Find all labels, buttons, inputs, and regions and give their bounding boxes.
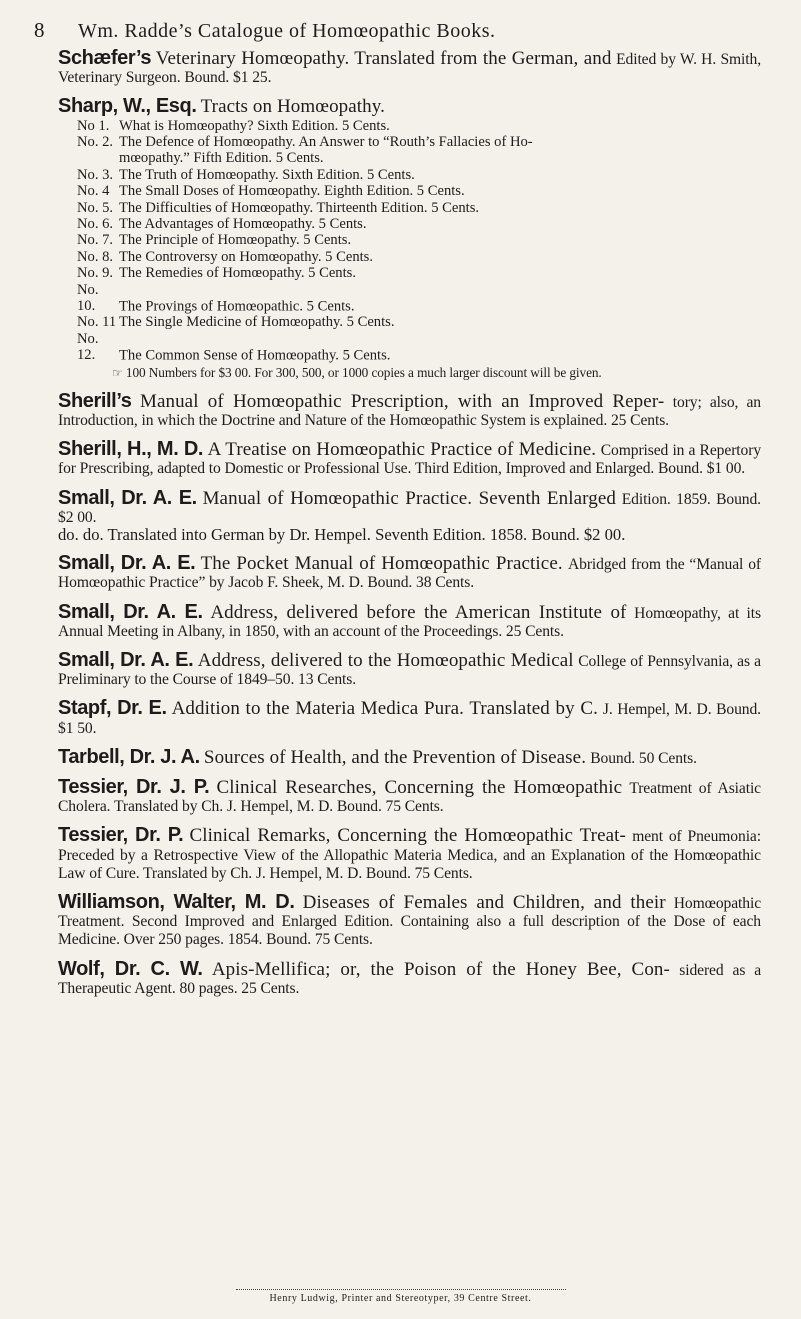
tract-text: The Difficulties of Homœopathy. Thirteenth Edition. 5 Cents. [119,199,480,216]
entry-detail: Edited by W. H. Smith, Veterinary Surgeon. Bound. $1 25. [58,51,762,87]
tract-number: No. 11 [77,314,117,331]
entry-author: Small, Dr. A. E. [58,552,196,575]
entry-title: Apis-Mellifica; or, the Poison of the Honey Bee, Con- [211,958,670,980]
catalogue-entry [58,957,762,997]
entry-title: Diseases of Females and Children, and their [302,891,666,913]
tract-number: No. 7. [77,232,114,249]
entry-author: Williamson, Walter, M. D. [58,890,295,913]
entry-author: Sherill’s [58,389,132,412]
entry-detail: Comprised in a Repertory for Prescribing, adapted to Domestic or Professional Use. Third Edition, Improved and Enlarged. Bound. $1 00. [58,442,762,478]
entry-detail: Edition. 1859. Bound. $2 00. [58,490,761,526]
tract-text: The Small Doses of Homœopathy. Eighth Edition. 5 Cents. [119,183,465,200]
entry-detail: ment of Pneumonia: Preceded by a Retrospective View of the Allopathic Materia Medica, and an Explanation of the Homœopathic Law of Cure. Translated by Ch. J. Hempel, M. D. Bound. 75 Cents. [58,828,761,882]
tract-item [77,118,761,134]
entry-detail: tory; also, an Introduction, in which the Doctrine and Nature of the Homœopathic System is explained. 25 Cents. [58,393,761,429]
tract-item [77,200,761,216]
catalogue-entry [58,745,761,768]
entry-title: Clinical Researches, Concerning the Homœopathic [216,776,623,798]
tract-continuation: mœopathy.” Fifth Edition. 5 Cents. [119,150,324,167]
tract-number: No 1. [77,117,110,134]
tract-item [77,249,761,265]
entry-author: Schæfer’s [58,47,152,69]
entry-detail: College of Pennsylvania, as a Preliminary to the Course of 1849–50. 13 Cents. [58,652,761,689]
page-footer [0,1289,801,1304]
entry-title: Sources of Health, and the Prevention of Disease. [203,746,587,768]
printer-imprint: Henry Ludwig, Printer and Stereotyper, 39 Centre Street. [269,1293,532,1304]
entry-detail: Bound. 50 Cents. [590,749,697,767]
entry-author: Small, Dr. A. E. [58,648,194,671]
entry-title: Manual of Homœopathic Practice. Seventh Enlarged [202,487,616,509]
tract-text: The Provings of Homœopathic. 5 Cents. [119,298,355,315]
tract-number: No. 3. [77,166,114,183]
entry-author: Wolf, Dr. C. W. [58,957,203,980]
discount-text: 100 Numbers for $3 00. For 300, 500, or 1000 copies a much larger discount will be given. [125,364,602,380]
tract-number: No. 8. [77,248,114,265]
tract-number: No. 10. [77,281,99,315]
catalogue-entry [58,824,761,882]
catalogue-entry [58,486,761,544]
catalogue-entry [58,648,761,689]
tract-text: The Principle of Homœopathy. 5 Cents. [119,232,352,249]
catalogue-entry [58,389,761,429]
tract-item [77,314,761,330]
entry-author: Sharp, W., Esq. [58,95,197,118]
tract-number: No. 12. [77,330,99,364]
entry-author: Stapf, Dr. E. [58,697,167,720]
entry-author: Tarbell, Dr. J. A. [58,745,200,768]
entry-detail: Abridged from the “Manual of Homœopathic Practice” by Jacob F. Sheek, M. D. Bound. 38 Cents. [58,556,761,592]
entry-title: Veterinary Homœopathy. Translated from the German, and [155,48,612,69]
tract-number: No. 4 [77,183,110,200]
entry-author: Tessier, Dr. P. [58,824,184,847]
tract-text: The Common Sense of Homœopathy. 5 Cents. [119,347,391,364]
page-header [34,18,761,44]
entry-title: Address, delivered before the American Institute of [210,601,627,623]
entry-title: Address, delivered to the Homœopathic Medical [197,649,574,671]
entry-author: Small, Dr. A. E. [58,486,197,509]
tract-number: No. 5. [77,199,114,216]
tract-text: What is Homœopathy? Sixth Edition. 5 Cents. [119,117,390,134]
entry-title: Clinical Remarks, Concerning the Homœopathic Treat- [189,825,626,847]
catalogue-entry [58,890,762,949]
entry-title: Manual of Homœopathic Prescription, with an Improved Reper- [139,390,665,412]
tract-item [77,265,761,281]
entry-detail: Homœopathy, at its Annual Meeting in Albany, in 1850, with an account of the Proceedings. 25 Cents. [58,604,761,640]
running-head: Wm. Radde’s Catalogue of Homœopathic Books. [78,20,496,42]
tract-item [77,282,761,315]
footer-divider [236,1289,566,1290]
entry-detail: J. Hempel, M. D. Bound. $1 50. [58,701,761,737]
pointing-hand-icon: ☞ [112,365,123,380]
tract-number: No. 2. [77,134,114,151]
tract-number: No. 9. [77,265,114,282]
tract-text: The Remedies of Homœopathy. 5 Cents. [119,265,356,282]
entry-sub-detail: do. do. Translated into German by Dr. Hempel. Seventh Edition. 1858. Bound. $2 00. [58,524,626,544]
entry-author: Small, Dr. A. E. [58,600,203,623]
tract-item [77,134,761,167]
catalogue-entry [58,47,762,87]
catalogue-entry [58,552,761,592]
entry-title: A Treatise on Homœopathic Practice of Medicine. [207,439,597,461]
tract-item [77,331,761,364]
entry-detail: Treatment of Asiatic Cholera. Translated by Ch. J. Hempel, M. D. Bound. 75 Cents. [58,779,762,816]
tract-text: The Advantages of Homœopathy. 5 Cents. [119,216,367,233]
entry-detail: Homœopathic Treatment. Second Improved and Enlarged Edition. Containing also a full description of the Dose of each Medicine. Over 250 pages. 1854. Bound. 75 Cents. [58,894,762,949]
tract-text: The Controversy on Homœopathy. 5 Cents. [119,248,374,265]
tract-text: The Truth of Homœopathy. Sixth Edition. 5 Cents. [119,166,415,183]
entry-title: Addition to the Materia Medica Pura. Translated by C. [171,698,598,720]
catalogue-entry [58,438,762,478]
page-number: 8 [34,18,45,42]
entry-detail: sidered as a Therapeutic Agent. 80 pages. 25 Cents. [58,961,762,997]
catalogue-entry [58,775,762,816]
entry-title: Tracts on Homœopathy. [200,96,385,118]
discount-note [112,365,761,381]
tract-item [77,216,761,232]
tract-text: The Defence of Homœopathy. An Answer to “Routh’s Fallacies of Ho- [119,134,533,151]
entry-title: The Pocket Manual of Homœopathic Practice. [200,553,563,575]
catalogue-entry [58,697,761,737]
entry-author: Sherill, H., M. D. [58,438,204,461]
catalogue-entry [58,600,761,640]
tract-item [77,167,761,183]
tract-item [77,183,761,199]
catalogue-entry [58,95,761,380]
tract-number: No. 6. [77,216,114,233]
tract-text: The Single Medicine of Homœopathy. 5 Cents. [119,314,395,331]
tract-item [77,232,761,248]
entry-author: Tessier, Dr. J. P. [58,775,210,798]
tract-list [77,118,761,364]
